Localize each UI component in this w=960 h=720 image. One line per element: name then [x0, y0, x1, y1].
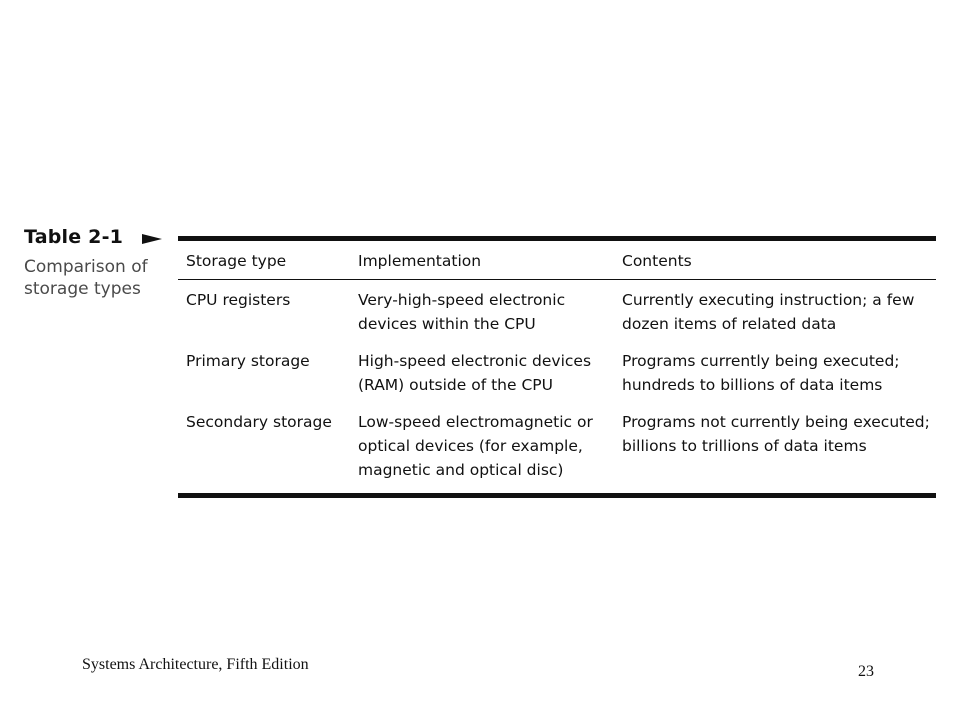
storage-table: [178, 236, 936, 498]
table-number: Table 2-1: [24, 226, 124, 248]
cell-contents: Programs not currently being executed; billions to trillions of data items: [622, 413, 930, 455]
table-bottom-rule: [178, 493, 936, 498]
cell-contents: Currently executing instruction; a few dozen items of related data: [622, 291, 915, 333]
table-row: [178, 341, 936, 402]
table-header-row: [178, 241, 936, 280]
pointer-arrow-icon: [142, 234, 162, 244]
storage-comparison-table: [178, 241, 936, 487]
header-implementation: Implementation: [350, 241, 614, 280]
book-title-footer: Systems Architecture, Fifth Edition: [82, 656, 309, 673]
cell-implementation: Very-high-speed electronic devices within the CPU: [358, 291, 566, 333]
cell-storage-type: CPU registers: [186, 291, 291, 309]
header-storage-type: Storage type: [178, 241, 350, 280]
header-contents: Contents: [614, 241, 936, 280]
cell-contents: Programs currently being executed; hundreds to billions of data items: [622, 352, 900, 394]
table-row: [178, 280, 936, 342]
table-row: [178, 402, 936, 487]
cell-implementation: Low-speed electromagnetic or optical devices (for example, magnetic and optical disc): [358, 413, 593, 479]
page-number: 23: [858, 663, 874, 680]
cell-storage-type: Secondary storage: [186, 413, 332, 431]
cell-storage-type: Primary storage: [186, 352, 310, 370]
table-description: Comparison of storage types: [24, 257, 148, 299]
cell-implementation: High-speed electronic devices (RAM) outside of the CPU: [358, 352, 592, 394]
